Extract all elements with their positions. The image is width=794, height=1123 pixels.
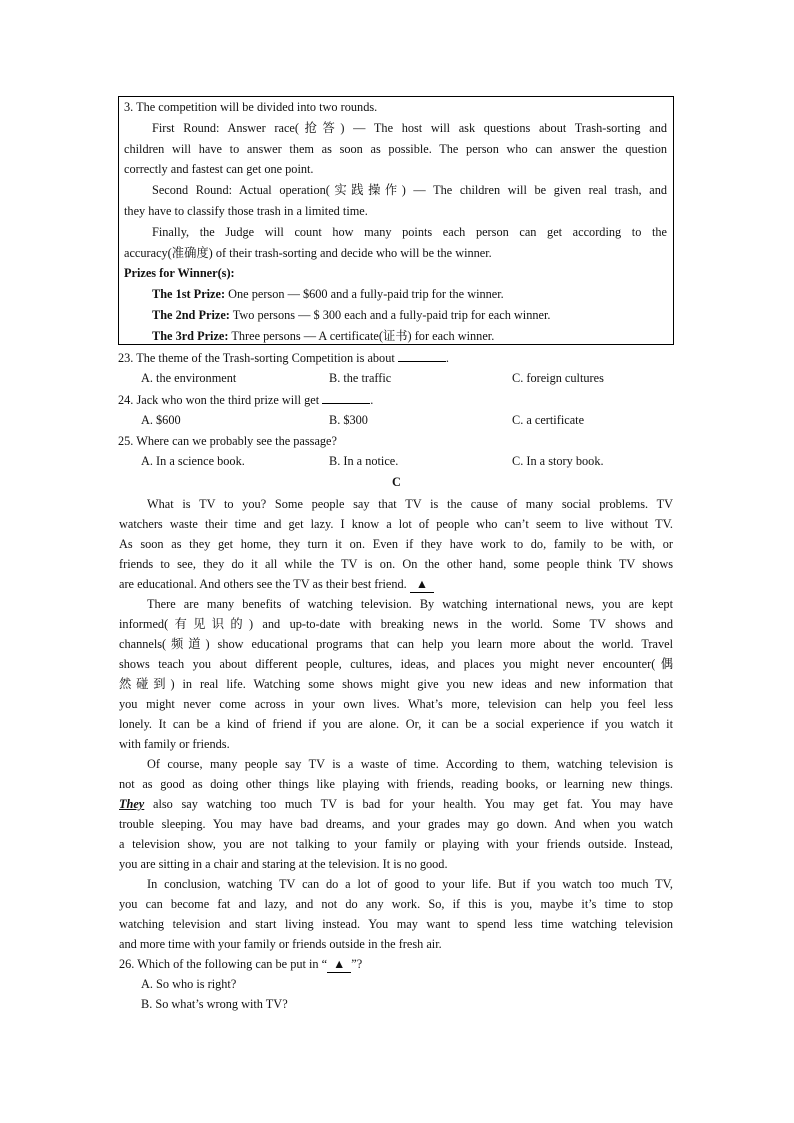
prize-1st-label: The 1st Prize:	[152, 287, 226, 301]
p2-line-2: informed(有见识的) and up-to-date with breaking news in the world. Some TV shows and	[119, 617, 673, 631]
p4-line-3: watching television and start living instead. You may want to spend less time watching television	[119, 917, 673, 931]
answer-blank	[398, 349, 446, 362]
first-round-line-1: First Round: Answer race(抢答) — The host will ask questions about Trash-sorting and	[152, 121, 667, 135]
p2-line-3: channels(频道) show educational programs that can help you learn more about the world. Travel	[119, 637, 673, 651]
p4-line-1: In conclusion, watching TV can do a lot of good to your life. But if you watch too much TV,	[147, 877, 673, 891]
they-underlined-word: They	[119, 797, 145, 811]
section-heading: C	[392, 475, 401, 489]
prize-1st-text: One person — $600 and a fully-paid trip for the winner.	[225, 287, 504, 301]
p3-line-1: Of course, many people say TV is a waste of time. According to them, watching television is	[147, 757, 673, 771]
question-24-end: .	[370, 393, 374, 407]
question-24	[118, 391, 373, 408]
first-round-line-2: children will have to answer them as soon as possible. The person who can answer the question	[124, 142, 667, 156]
p1-line-5	[119, 576, 434, 593]
q23-option-a: A. the environment	[141, 371, 237, 385]
question-23-end: .	[445, 351, 449, 365]
p4-line-4: and more time with your family or friends outside in the fresh air.	[119, 937, 442, 951]
second-round-line-2: they have to classify those trash in a limited time.	[124, 204, 368, 218]
p3-line-3	[119, 796, 673, 812]
answer-blank	[322, 391, 370, 404]
p1-line-5-text: are educational. And others see the TV as their best friend.	[119, 577, 407, 591]
q23-option-c: C. foreign cultures	[512, 371, 604, 385]
q24-option-c: C. a certificate	[512, 413, 585, 427]
finally-line-1: Finally, the Judge will count how many points each person can get according to the	[152, 225, 667, 239]
prize-3rd	[152, 328, 494, 344]
p3-line-2: not as good as doing other things like playing with friends, reading books, or learning new things.	[119, 777, 673, 791]
p3-line-5: a television show, you are not talking to your family or playing with your friends outside. Instead,	[119, 837, 673, 851]
p1-line-2: watchers waste their time and get lazy. I know a lot of people who can’t seem to live without TV.	[119, 517, 673, 531]
question-24-stem: 24. Jack who won the third prize will get	[118, 393, 320, 407]
question-26-end: ”?	[351, 957, 363, 971]
prize-2nd-text: Two persons — $ 300 each and a fully-paid trip for each winner.	[229, 308, 551, 322]
p2-line-7: lonely. It can be a kind of friend if you are alone. Or, it can be a social experience if you watch it	[119, 717, 673, 731]
finally-line-2: accuracy(准确度) of their trash-sorting and decide who will be the winner.	[124, 246, 492, 260]
answer-blank-triangle: ▲	[327, 956, 351, 973]
q24-option-a: A. $600	[141, 413, 181, 427]
p2-line-6: you might never come across in your own lives. What’s more, television can help you feel less	[119, 697, 673, 711]
p2-line-8: with family or friends.	[119, 737, 230, 751]
p2-line-1: There are many benefits of watching television. By watching international news, you are kept	[147, 597, 673, 611]
p3-line-3-rest: also say watching too much TV is bad for your health. You may get fat. You may have	[144, 797, 673, 811]
question-26-stem: 26. Which of the following can be put in “	[119, 957, 328, 971]
p3-line-4: trouble sleeping. You may have bad dreams, and your grades may go down. And when you watch	[119, 817, 673, 831]
prize-2nd-label: The 2nd Prize:	[152, 308, 230, 322]
p3-line-6: you are sitting in a chair and staring at the television. It is no good.	[119, 857, 448, 871]
q25-option-c: C. In a story book.	[512, 454, 604, 468]
p1-line-3: As soon as they get home, they turn it on. Even if they have work to do, family to be with, or	[119, 537, 673, 551]
p2-line-5: 然碰到) in real life. Watching some shows might give you new ideas and new information that	[119, 677, 673, 691]
question-23	[118, 349, 449, 366]
second-round-line-1: Second Round: Actual operation(实践操作) — The children will be given real trash, and	[152, 183, 667, 197]
p2-line-4: shows teach you about different people, cultures, ideas, and places you might never encounter(偶	[119, 657, 673, 671]
prize-2nd	[152, 307, 550, 323]
prize-3rd-text: Three persons — A certificate(证书) for each winner.	[228, 329, 495, 343]
p4-line-2: you can become fat and lazy, and not do any work. So, if this is you, maybe it’s time to stop	[119, 897, 673, 911]
first-round-line-3: correctly and fastest can get one point.	[124, 162, 314, 176]
question-25: 25. Where can we probably see the passage?	[118, 434, 337, 448]
p1-line-1: What is TV to you? Some people say that TV is the cause of many social problems. TV	[147, 497, 673, 511]
prize-3rd-label: The 3rd Prize:	[152, 329, 229, 343]
q26-option-a: A. So who is right?	[141, 977, 237, 991]
q25-option-a: A. In a science book.	[141, 454, 245, 468]
p1-line-4: friends to see, they do it all while the TV is on. On the other hand, some people think TV shows	[119, 557, 673, 571]
question-26	[119, 956, 362, 973]
prize-1st	[152, 286, 504, 302]
q25-option-b: B. In a notice.	[329, 454, 399, 468]
q24-option-b: B. $300	[329, 413, 368, 427]
answer-blank-triangle: ▲	[410, 576, 434, 593]
prizes-heading: Prizes for Winner(s):	[124, 266, 235, 280]
q26-option-b: B. So what’s wrong with TV?	[141, 997, 288, 1011]
rule-3: 3. The competition will be divided into two rounds.	[124, 100, 378, 114]
question-23-stem: 23. The theme of the Trash-sorting Competition is about	[118, 351, 395, 365]
q23-option-b: B. the traffic	[329, 371, 392, 385]
